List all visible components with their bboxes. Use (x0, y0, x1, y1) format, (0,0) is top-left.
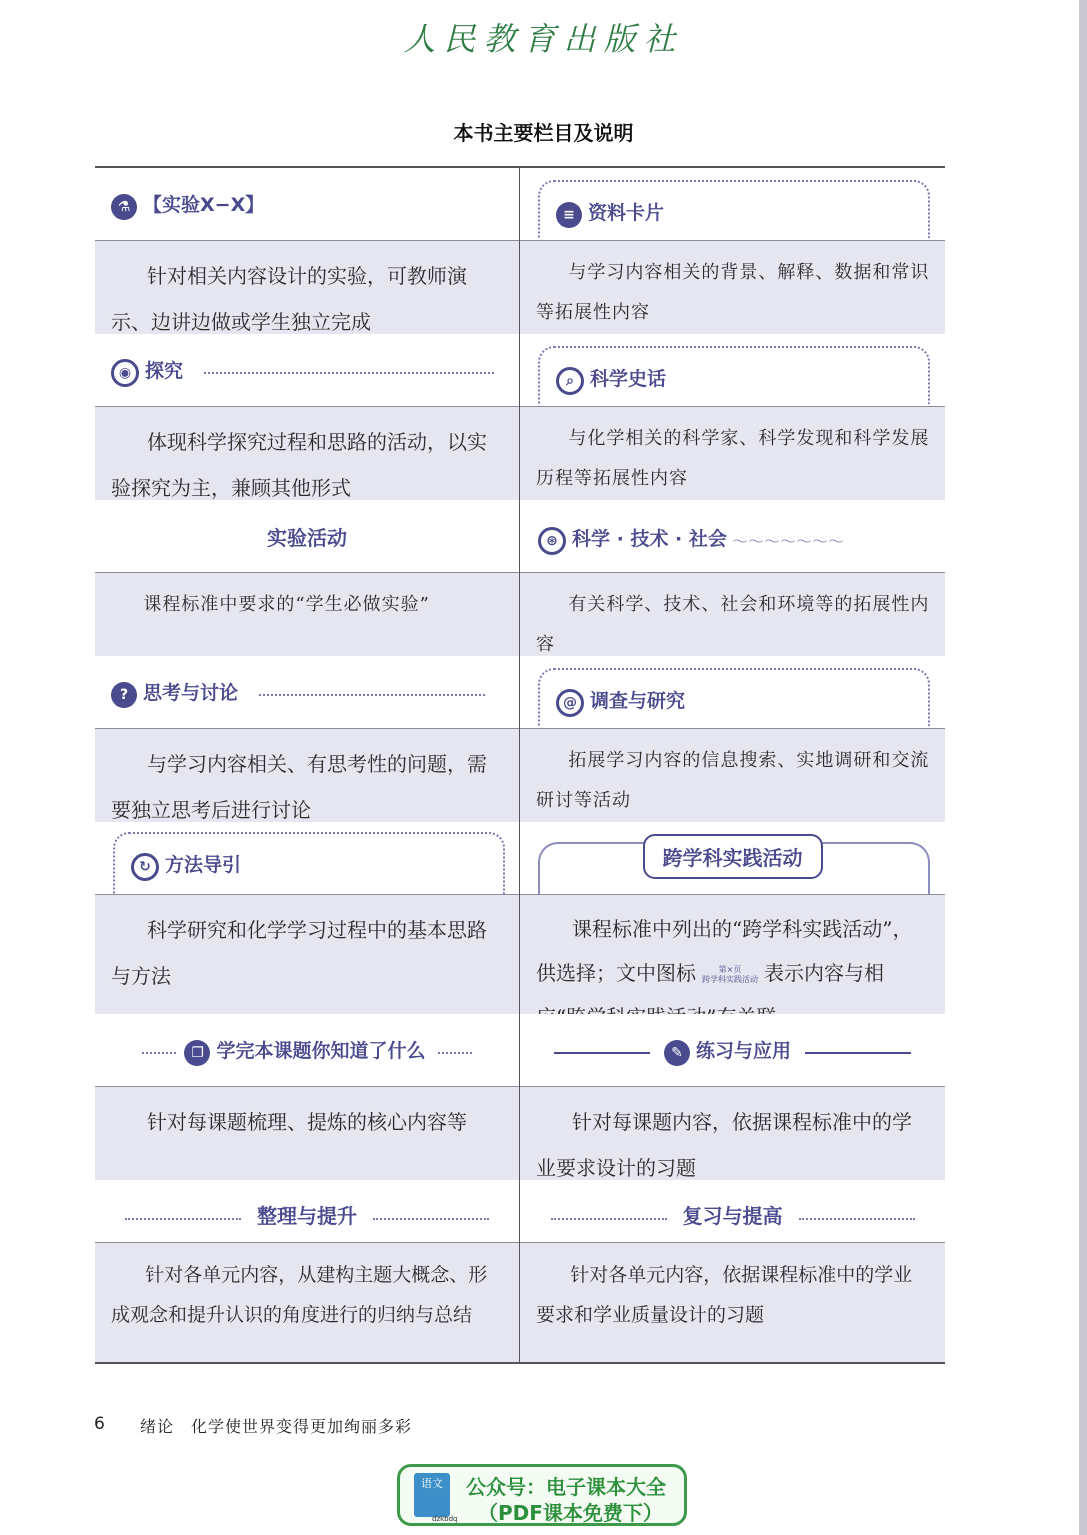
discussion-label: 思考与讨论 (143, 682, 239, 704)
consolidate-header (95, 1180, 519, 1242)
solid-rule (805, 1052, 911, 1054)
practice-header (520, 1014, 945, 1086)
pencil-icon: ✎ (664, 1040, 690, 1066)
page-number: 6 (94, 1414, 105, 1434)
banner-line2: （PDF课本免费下） (478, 1501, 663, 1525)
sts-desc: 有关科学、技术、社会和环境等的拓展性内容 (520, 572, 945, 656)
interdisciplinary-label: 跨学科实践活动 (643, 834, 823, 879)
chapter-title: 绪论 化学使世界变得更加绚丽多彩 (140, 1417, 413, 1436)
book-icon: 语文 (414, 1473, 450, 1517)
banner-tag: dzkbdq (432, 1515, 458, 1523)
lab-activity-desc: 课程标准中要求的“学生必做实验” (95, 572, 519, 656)
atom-icon: ⊛ (538, 527, 566, 555)
method-desc: 科学研究和化学学习过程中的基本思路与方法 (95, 894, 519, 1014)
column-divider (519, 168, 520, 1362)
dotted-rule (142, 1052, 176, 1054)
inquiry-header (95, 334, 519, 406)
dotted-rule (438, 1052, 472, 1054)
history-icon: ⌕ (556, 367, 584, 395)
summary-header (95, 1014, 519, 1086)
question-icon: ? (111, 682, 137, 708)
method-header (95, 822, 519, 894)
method-label: 方法导引 (165, 854, 242, 876)
data-card-header (520, 168, 945, 240)
sts-header (520, 500, 945, 572)
interdisciplinary-mini-icon: 第×页 跨学科实践活动 (702, 964, 758, 984)
dotted-rule (799, 1218, 915, 1220)
summary-label: 学完本课题你知道了什么 (216, 1040, 426, 1062)
discussion-header (95, 656, 519, 728)
at-icon: @ (556, 689, 584, 717)
inquiry-label: 探究 (145, 360, 184, 382)
lab-activity-header (95, 500, 519, 572)
dotted-rule (259, 694, 485, 696)
science-history-label: 科学史话 (590, 368, 667, 390)
discussion-desc: 与学习内容相关、有思考性的问题，需要独立思考后进行讨论 (95, 728, 519, 822)
survey-desc: 拓展学习内容的信息搜索、实地调研和交流研讨等活动 (520, 728, 945, 822)
page-edge (1079, 0, 1087, 1535)
page-title: 本书主要栏目及说明 (453, 121, 634, 145)
columns-table (95, 166, 945, 1364)
inquiry-desc: 体现科学探究过程和思路的活动，以实验探究为主，兼顾其他形式 (95, 406, 519, 500)
practice-label: 练习与应用 (695, 1040, 791, 1062)
experiment-desc: 针对相关内容设计的实验，可教师演示、边讲边做或学生独立完成 (95, 240, 519, 334)
summary-desc: 针对每课题梳理、提炼的核心内容等 (95, 1086, 519, 1180)
survey-header (520, 656, 945, 728)
dotted-rule (551, 1218, 667, 1220)
experiment-label: 【实验X−X】 (143, 194, 265, 216)
interdisciplinary-desc: 课程标准中列出的“跨学科实践活动”，供选择；文中图标 第×页 跨学科实践活动 表示内容与相 (520, 894, 945, 1014)
flask-icon: ⚗ (111, 194, 137, 220)
practice-desc: 针对每课题内容，依据课程标准中的学业要求设计的习题 (520, 1086, 945, 1180)
survey-label: 调查与研究 (590, 690, 686, 712)
interdisciplinary-header (520, 822, 945, 894)
refresh-icon: ↻ (131, 853, 159, 881)
science-history-desc: 与化学相关的科学家、科学发现和科学发展历程等拓展性内容 (520, 406, 945, 500)
publisher-logo: 人民教育出版社 (403, 20, 684, 58)
review-header (520, 1180, 945, 1242)
lab-activity-label: 实验活动 (267, 526, 347, 550)
consolidate-desc: 针对各单元内容，从建构主题大概念、形成观念和提升认识的角度进行的归纳与总结 (95, 1242, 519, 1362)
data-card-desc: 与学习内容相关的背景、解释、数据和常识等拓展性内容 (520, 240, 945, 334)
review-label: 复习与提高 (682, 1204, 783, 1228)
promo-banner (397, 1464, 687, 1526)
consolidate-label: 整理与提升 (257, 1204, 357, 1228)
dotted-rule (373, 1218, 489, 1220)
book-icon: ❐ (184, 1040, 210, 1066)
experiment-header (95, 168, 519, 240)
review-desc: 针对各单元内容，依据课程标准中的学业要求和学业质量设计的习题 (520, 1242, 945, 1362)
sts-label: 科学 · 技术 · 社会 (572, 528, 727, 550)
banner-line1: 公众号：电子课本大全 (466, 1475, 666, 1499)
wavy-rule: ～～～～～～～ (732, 532, 845, 551)
science-history-header (520, 334, 945, 406)
document-icon: ≡ (556, 202, 582, 228)
data-card-label: 资料卡片 (588, 202, 665, 224)
solid-rule (554, 1052, 650, 1054)
dotted-rule (204, 372, 494, 374)
dotted-rule (125, 1218, 241, 1220)
target-icon: ◉ (111, 359, 139, 387)
